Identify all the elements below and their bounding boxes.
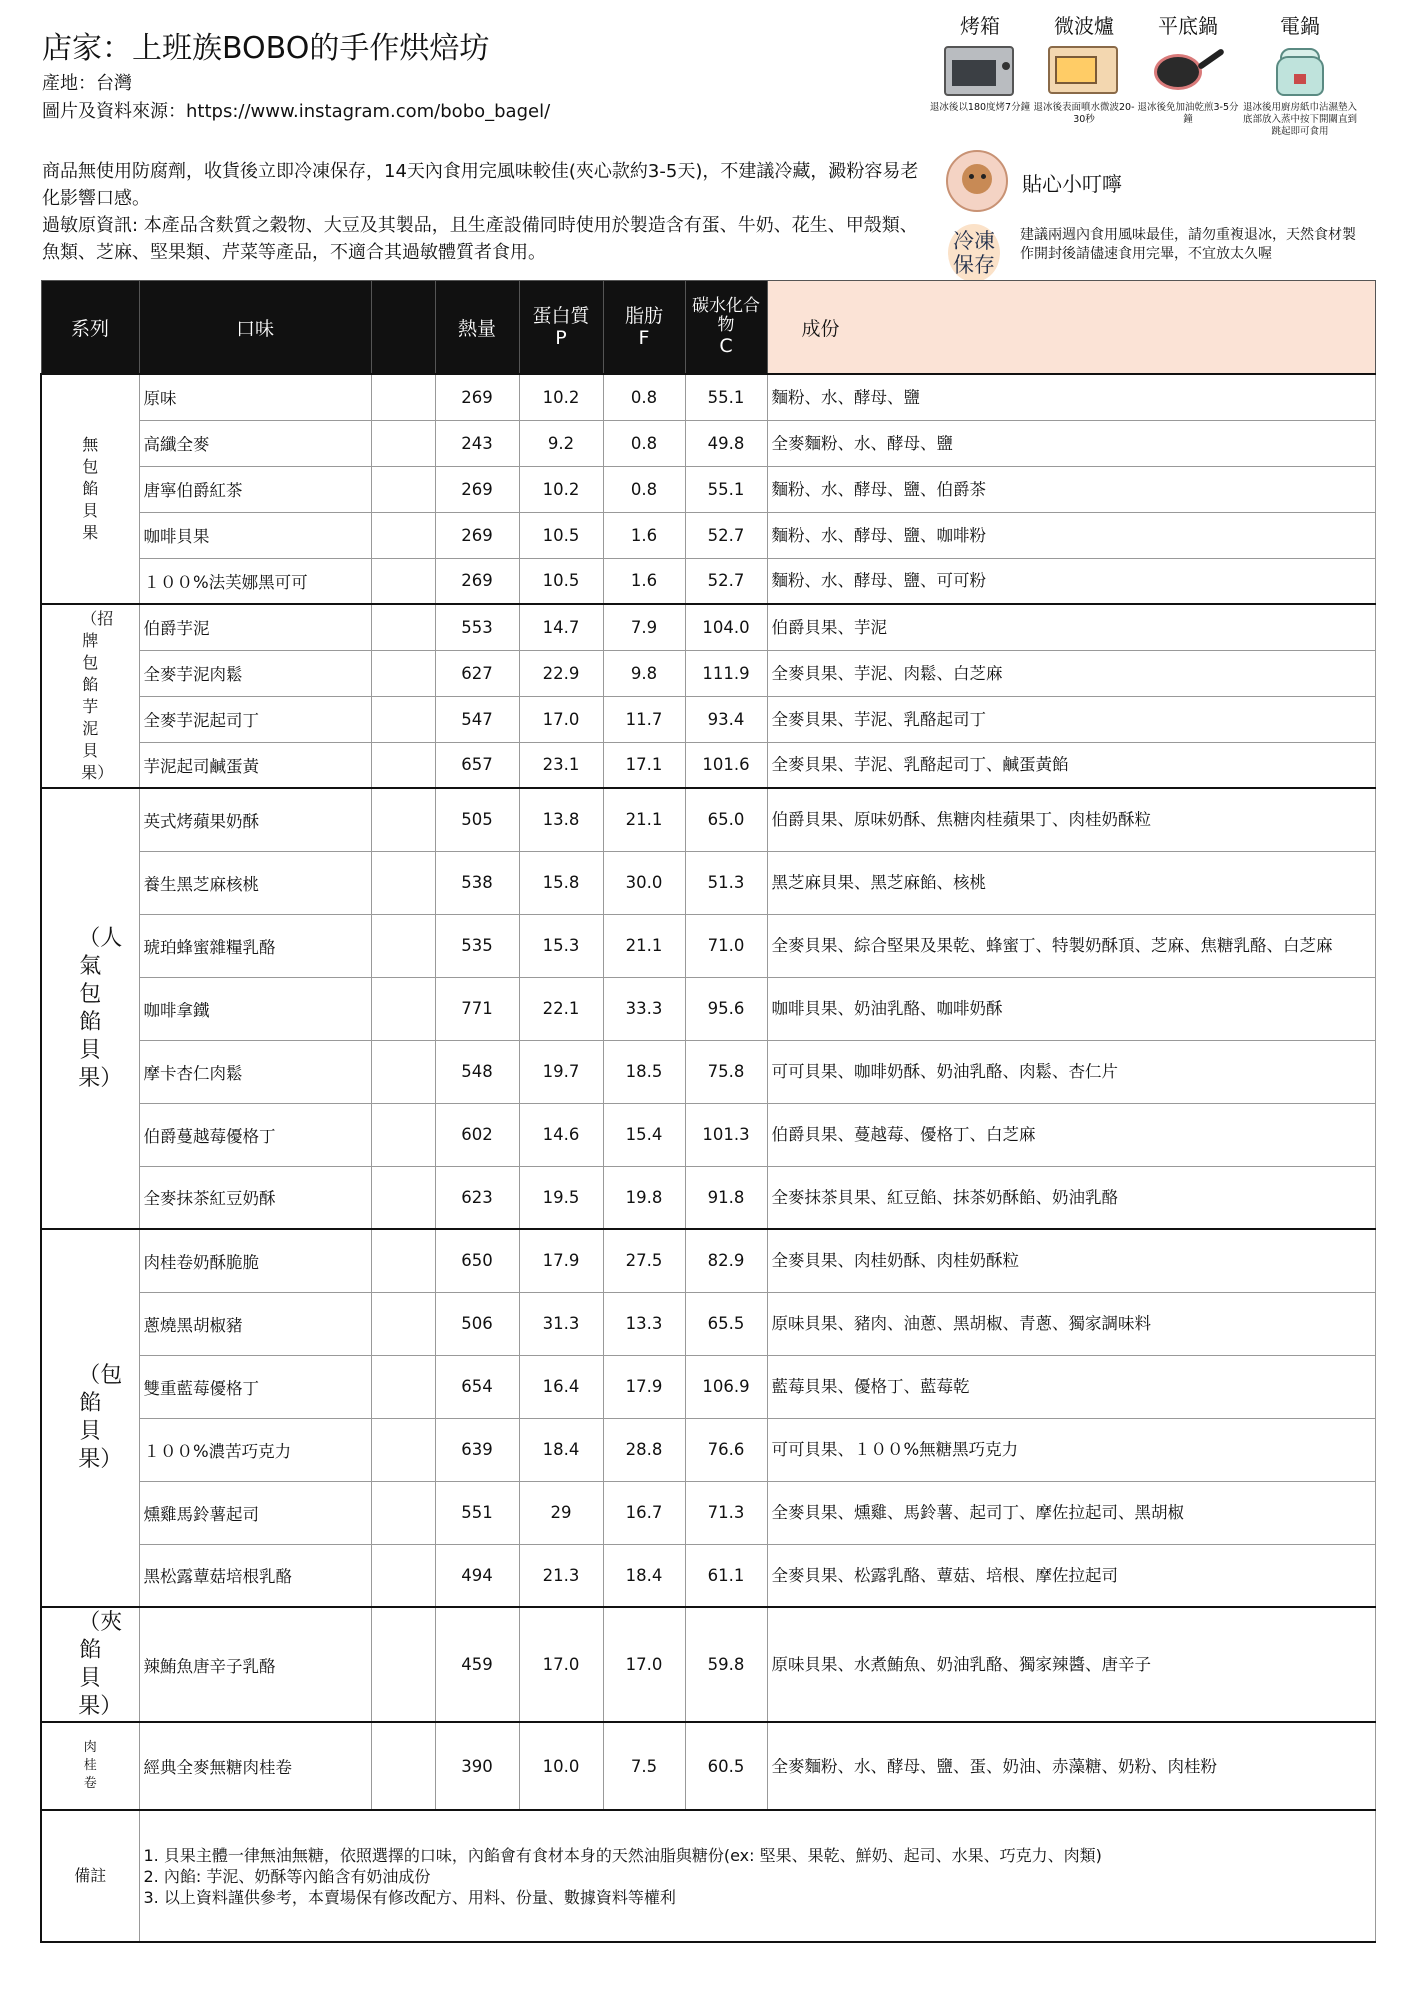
- blank-cell: [371, 1607, 435, 1722]
- calories-cell: 535: [435, 914, 519, 977]
- blank-cell: [371, 1722, 435, 1810]
- calories-cell: 269: [435, 558, 519, 604]
- blank-cell: [371, 512, 435, 558]
- pan-icon: [1152, 46, 1224, 98]
- calories-cell: 390: [435, 1722, 519, 1810]
- ingredients-cell: 麵粉、水、酵母、鹽、伯爵茶: [767, 466, 1375, 512]
- ingredients-cell: 全麥貝果、芋泥、乳酪起司丁、鹹蛋黃餡: [767, 742, 1375, 788]
- series-text: 肉桂卷: [83, 1740, 97, 1791]
- blank-cell: [371, 558, 435, 604]
- table-row: [41, 742, 1375, 788]
- fat-cell: 21.1: [603, 914, 685, 977]
- table-row: [41, 558, 1375, 604]
- remarks-row: [41, 1810, 1375, 1942]
- remarks-label: 備註: [41, 1810, 139, 1942]
- calories-cell: 553: [435, 604, 519, 650]
- fat-cell: 9.8: [603, 650, 685, 696]
- calories-cell: 602: [435, 1103, 519, 1166]
- heating-methods: [928, 12, 1368, 162]
- freeze-tip: 建議兩週內食用風味最佳，請勿重複退冰，天然食材製作開封後請儘速食用完畢，不宜放太久喔: [1020, 227, 1356, 262]
- fat-cell: 33.3: [603, 977, 685, 1040]
- protein-cell: 29: [519, 1481, 603, 1544]
- table-row: [41, 466, 1375, 512]
- appliance-caption: 退冰後免加油乾煎3-5分鐘: [1137, 102, 1239, 125]
- flavor-cell: 唐寧伯爵紅茶: [139, 466, 371, 512]
- flavor-cell: 養生黑芝麻核桃: [139, 851, 371, 914]
- protein-cell: 22.9: [519, 650, 603, 696]
- blank-cell: [371, 1103, 435, 1166]
- table-row: [41, 650, 1375, 696]
- protein-cell: 23.1: [519, 742, 603, 788]
- calories-cell: 505: [435, 788, 519, 851]
- fat-cell: 21.1: [603, 788, 685, 851]
- table-row: [41, 1292, 1375, 1355]
- fat-cell: 13.3: [603, 1292, 685, 1355]
- dog-mascot-icon: [946, 150, 1008, 212]
- calories-cell: 623: [435, 1166, 519, 1229]
- ingredients-cell: 可可貝果、咖啡奶酥、奶油乳酪、肉鬆、杏仁片: [767, 1040, 1375, 1103]
- ingredients-cell: 全麥貝果、松露乳酪、蕈菇、培根、摩佐拉起司: [767, 1544, 1375, 1607]
- rice-cooker-icon: [1264, 46, 1336, 98]
- series-text: （招牌包餡芋泥貝果）: [81, 609, 114, 782]
- notice-block: [42, 158, 922, 266]
- header-calories: 熱量: [435, 281, 519, 375]
- header-fat: 脂肪 F: [603, 281, 685, 375]
- carbs-cell: 82.9: [685, 1229, 767, 1292]
- calories-cell: 459: [435, 1607, 519, 1722]
- protein-cell: 10.2: [519, 374, 603, 420]
- carbs-cell: 75.8: [685, 1040, 767, 1103]
- calories-cell: 243: [435, 420, 519, 466]
- freeze-badge: 冷凍保存: [948, 224, 1000, 282]
- calories-cell: 269: [435, 512, 519, 558]
- protein-cell: 18.4: [519, 1418, 603, 1481]
- blank-cell: [371, 1166, 435, 1229]
- blank-cell: [371, 788, 435, 851]
- series-text: （夾餡貝果）: [78, 1609, 123, 1719]
- series-label: [41, 1722, 139, 1810]
- appliance-name: 平底鍋: [1158, 14, 1218, 38]
- table-row: [41, 1544, 1375, 1607]
- blank-cell: [371, 851, 435, 914]
- flavor-cell: 黑松露蕈菇培根乳酪: [139, 1544, 371, 1607]
- carbs-cell: 111.9: [685, 650, 767, 696]
- carbs-cell: 52.7: [685, 512, 767, 558]
- carbs-cell: 101.3: [685, 1103, 767, 1166]
- table-row: [41, 604, 1375, 650]
- protein-cell: 31.3: [519, 1292, 603, 1355]
- protein-cell: 10.2: [519, 466, 603, 512]
- ingredients-cell: 全麥麵粉、水、酵母、鹽: [767, 420, 1375, 466]
- calories-cell: 548: [435, 1040, 519, 1103]
- carbs-cell: 52.7: [685, 558, 767, 604]
- calories-cell: 639: [435, 1418, 519, 1481]
- carbs-cell: 71.0: [685, 914, 767, 977]
- carbs-cell: 61.1: [685, 1544, 767, 1607]
- ingredients-cell: 全麥麵粉、水、酵母、鹽、蛋、奶油、赤藻糖、奶粉、肉桂粉: [767, 1722, 1375, 1810]
- flavor-cell: １００%法芙娜黑可可: [139, 558, 371, 604]
- protein-cell: 17.0: [519, 696, 603, 742]
- fat-cell: 1.6: [603, 558, 685, 604]
- protein-cell: 19.5: [519, 1166, 603, 1229]
- nutrition-table: [40, 280, 1376, 1943]
- table-row: [41, 1418, 1375, 1481]
- tips-title: 貼心小叮嚀: [1022, 172, 1122, 196]
- carbs-cell: 91.8: [685, 1166, 767, 1229]
- flavor-cell: 伯爵蔓越莓優格丁: [139, 1103, 371, 1166]
- blank-cell: [371, 374, 435, 420]
- protein-cell: 15.8: [519, 851, 603, 914]
- appliance-pan: [1136, 12, 1240, 126]
- ingredients-cell: 黑芝麻貝果、黑芝麻餡、核桃: [767, 851, 1375, 914]
- flavor-cell: 辣鮪魚唐辛子乳酪: [139, 1607, 371, 1722]
- appliance-oven: [928, 12, 1032, 114]
- flavor-cell: 伯爵芋泥: [139, 604, 371, 650]
- table-row: [41, 374, 1375, 420]
- blank-cell: [371, 466, 435, 512]
- table-row: [41, 420, 1375, 466]
- flavor-cell: 雙重藍莓優格丁: [139, 1355, 371, 1418]
- appliance-caption: 退冰後用廚房紙巾沾濕墊入底部放入蒸中按下開關直到跳起即可食用: [1242, 102, 1357, 137]
- carbs-cell: 76.6: [685, 1418, 767, 1481]
- ingredients-cell: 全麥貝果、肉桂奶酥、肉桂奶酥粒: [767, 1229, 1375, 1292]
- carbs-cell: 104.0: [685, 604, 767, 650]
- series-text: （包餡貝果）: [78, 1363, 123, 1472]
- flavor-cell: 原味: [139, 374, 371, 420]
- flavor-cell: 燻雞馬鈴薯起司: [139, 1481, 371, 1544]
- blank-cell: [371, 1292, 435, 1355]
- header-flavor: 口味: [139, 281, 371, 375]
- protein-cell: 15.3: [519, 914, 603, 977]
- flavor-cell: 摩卡杏仁肉鬆: [139, 1040, 371, 1103]
- flavor-cell: 經典全麥無糖肉桂卷: [139, 1722, 371, 1810]
- table-row: [41, 696, 1375, 742]
- blank-cell: [371, 1229, 435, 1292]
- carbs-cell: 60.5: [685, 1722, 767, 1810]
- table-row: [41, 1722, 1375, 1810]
- fat-cell: 0.8: [603, 374, 685, 420]
- protein-cell: 14.7: [519, 604, 603, 650]
- series-label: [41, 374, 139, 604]
- store-header: [42, 28, 922, 126]
- protein-cell: 14.6: [519, 1103, 603, 1166]
- series-label: [41, 1229, 139, 1607]
- protein-cell: 9.2: [519, 420, 603, 466]
- table-row: [41, 851, 1375, 914]
- blank-cell: [371, 1544, 435, 1607]
- ingredients-cell: 藍莓貝果、優格丁、藍莓乾: [767, 1355, 1375, 1418]
- oven-icon: [944, 46, 1016, 98]
- calories-cell: 269: [435, 374, 519, 420]
- ingredients-cell: 麵粉、水、酵母、鹽、可可粉: [767, 558, 1375, 604]
- calories-cell: 654: [435, 1355, 519, 1418]
- header-series: 系列: [41, 281, 139, 375]
- series-label: [41, 1607, 139, 1722]
- fat-cell: 7.9: [603, 604, 685, 650]
- blank-cell: [371, 650, 435, 696]
- series-text: （人氣包餡貝果）: [78, 925, 123, 1091]
- calories-cell: 547: [435, 696, 519, 742]
- microwave-icon: [1048, 46, 1120, 98]
- table-row: [41, 512, 1375, 558]
- fat-cell: 0.8: [603, 466, 685, 512]
- header-carbs: 碳水化合物 C: [685, 281, 767, 375]
- blank-cell: [371, 1040, 435, 1103]
- source-text: 圖片及資料來源：https://www.instagram.com/bobo_bagel/: [42, 101, 551, 122]
- ingredients-cell: 伯爵貝果、芋泥: [767, 604, 1375, 650]
- ingredients-cell: 原味貝果、豬肉、油蔥、黑胡椒、青蔥、獨家調味料: [767, 1292, 1375, 1355]
- storage-notice: 商品無使用防腐劑，收貨後立即冷凍保存，14天內食用完風味較佳(夾心款約3-5天)，不建議冷藏，澱粉容易老化影響口感。: [42, 161, 919, 209]
- ingredients-cell: 全麥抹茶貝果、紅豆餡、抹茶奶酥餡、奶油乳酪: [767, 1166, 1375, 1229]
- blank-cell: [371, 420, 435, 466]
- carbs-cell: 49.8: [685, 420, 767, 466]
- ingredients-cell: 全麥貝果、綜合堅果及果乾、蜂蜜丁、特製奶酥頂、芝麻、焦糖乳酪、白芝麻: [767, 914, 1375, 977]
- protein-cell: 21.3: [519, 1544, 603, 1607]
- header-ingredients: 成份: [767, 281, 1375, 375]
- fat-cell: 0.8: [603, 420, 685, 466]
- fat-cell: 18.5: [603, 1040, 685, 1103]
- carbs-cell: 65.0: [685, 788, 767, 851]
- calories-cell: 269: [435, 466, 519, 512]
- flavor-cell: 高纖全麥: [139, 420, 371, 466]
- protein-cell: 10.5: [519, 558, 603, 604]
- flavor-cell: 全麥抹茶紅豆奶酥: [139, 1166, 371, 1229]
- protein-cell: 19.7: [519, 1040, 603, 1103]
- header-protein: 蛋白質 P: [519, 281, 603, 375]
- calories-cell: 771: [435, 977, 519, 1040]
- ingredients-cell: 可可貝果、１００%無糖黑巧克力: [767, 1418, 1375, 1481]
- blank-cell: [371, 696, 435, 742]
- fat-cell: 28.8: [603, 1418, 685, 1481]
- fat-cell: 7.5: [603, 1722, 685, 1810]
- table-row: [41, 1355, 1375, 1418]
- fat-cell: 17.0: [603, 1607, 685, 1722]
- flavor-cell: 全麥芋泥肉鬆: [139, 650, 371, 696]
- protein-cell: 17.9: [519, 1229, 603, 1292]
- flavor-cell: 全麥芋泥起司丁: [139, 696, 371, 742]
- appliance-name: 烤箱: [960, 14, 1000, 38]
- remark-item: 3. 以上資料謹供參考，本賣場保有修改配方、用料、份量、數據資料等權利: [143, 1887, 676, 1907]
- carbs-cell: 101.6: [685, 742, 767, 788]
- appliance-microwave: [1032, 12, 1136, 126]
- fat-cell: 19.8: [603, 1166, 685, 1229]
- fat-cell: 18.4: [603, 1544, 685, 1607]
- appliance-name: 電鍋: [1280, 14, 1320, 38]
- protein-cell: 22.1: [519, 977, 603, 1040]
- flavor-cell: １００%濃苦巧克力: [139, 1418, 371, 1481]
- table-row: [41, 788, 1375, 851]
- table-row: [41, 914, 1375, 977]
- ingredients-cell: 麵粉、水、酵母、鹽: [767, 374, 1375, 420]
- fat-cell: 16.7: [603, 1481, 685, 1544]
- table-row: [41, 1166, 1375, 1229]
- series-label: [41, 604, 139, 788]
- flavor-cell: 肉桂卷奶酥脆脆: [139, 1229, 371, 1292]
- flavor-cell: 咖啡拿鐵: [139, 977, 371, 1040]
- carbs-cell: 55.1: [685, 374, 767, 420]
- ingredients-cell: 伯爵貝果、原味奶酥、焦糖肉桂蘋果丁、肉桂奶酥粒: [767, 788, 1375, 851]
- header-blank: [371, 281, 435, 375]
- carbs-cell: 59.8: [685, 1607, 767, 1722]
- flavor-cell: 蔥燒黑胡椒豬: [139, 1292, 371, 1355]
- calories-cell: 538: [435, 851, 519, 914]
- table-header-row: [41, 281, 1375, 375]
- table-row: [41, 1040, 1375, 1103]
- calories-cell: 506: [435, 1292, 519, 1355]
- calories-cell: 627: [435, 650, 519, 696]
- protein-cell: 10.5: [519, 512, 603, 558]
- table-row: [41, 977, 1375, 1040]
- carbs-cell: 51.3: [685, 851, 767, 914]
- fat-cell: 27.5: [603, 1229, 685, 1292]
- calories-cell: 494: [435, 1544, 519, 1607]
- table-row: [41, 1103, 1375, 1166]
- blank-cell: [371, 742, 435, 788]
- carbs-cell: 71.3: [685, 1481, 767, 1544]
- appliance-rice-cooker: [1240, 12, 1360, 138]
- ingredients-cell: 麵粉、水、酵母、鹽、咖啡粉: [767, 512, 1375, 558]
- calories-cell: 650: [435, 1229, 519, 1292]
- table-row: [41, 1607, 1375, 1722]
- blank-cell: [371, 1418, 435, 1481]
- fat-cell: 1.6: [603, 512, 685, 558]
- ingredients-cell: 原味貝果、水煮鮪魚、奶油乳酪、獨家辣醬、唐辛子: [767, 1607, 1375, 1722]
- flavor-cell: 琥珀蜂蜜雜糧乳酪: [139, 914, 371, 977]
- carbs-cell: 93.4: [685, 696, 767, 742]
- series-text: 無包餡貝果: [82, 435, 99, 542]
- store-title: 店家：上班族BOBO的手作烘焙坊: [42, 31, 490, 66]
- ingredients-cell: 全麥貝果、芋泥、肉鬆、白芝麻: [767, 650, 1375, 696]
- protein-cell: 10.0: [519, 1722, 603, 1810]
- blank-cell: [371, 914, 435, 977]
- fat-cell: 30.0: [603, 851, 685, 914]
- blank-cell: [371, 1481, 435, 1544]
- table-row: [41, 1229, 1375, 1292]
- ingredients-cell: 咖啡貝果、奶油乳酪、咖啡奶酥: [767, 977, 1375, 1040]
- fat-cell: 17.9: [603, 1355, 685, 1418]
- ingredients-cell: 全麥貝果、芋泥、乳酪起司丁: [767, 696, 1375, 742]
- appliance-name: 微波爐: [1054, 14, 1114, 38]
- fat-cell: 11.7: [603, 696, 685, 742]
- calories-cell: 657: [435, 742, 519, 788]
- protein-cell: 17.0: [519, 1607, 603, 1722]
- carbs-cell: 95.6: [685, 977, 767, 1040]
- carbs-cell: 106.9: [685, 1355, 767, 1418]
- remarks-content: [139, 1810, 1375, 1942]
- remark-item: 1. 貝果主體一律無油無糖，依照選擇的口味，內餡會有食材本身的天然油脂與糖份(ex: 堅果、果乾、鮮奶、起司、水果、巧克力、肉類): [143, 1845, 1102, 1865]
- blank-cell: [371, 977, 435, 1040]
- appliance-caption: 退冰後以180度烤7分鐘: [929, 102, 1031, 113]
- ingredients-cell: 全麥貝果、燻雞、馬鈴薯、起司丁、摩佐拉起司、黑胡椒: [767, 1481, 1375, 1544]
- flavor-cell: 英式烤蘋果奶酥: [139, 788, 371, 851]
- ingredients-cell: 伯爵貝果、蔓越莓、優格丁、白芝麻: [767, 1103, 1375, 1166]
- carbs-cell: 65.5: [685, 1292, 767, 1355]
- remark-item: 2. 內餡: 芋泥、奶酥等內餡含有奶油成份: [143, 1866, 431, 1886]
- appliance-caption: 退冰後表面噴水微波20-30秒: [1033, 102, 1135, 125]
- flavor-cell: 咖啡貝果: [139, 512, 371, 558]
- protein-cell: 13.8: [519, 788, 603, 851]
- fat-cell: 17.1: [603, 742, 685, 788]
- table-row: [41, 1481, 1375, 1544]
- protein-cell: 16.4: [519, 1355, 603, 1418]
- origin-text: 產地：台灣: [42, 73, 132, 94]
- fat-cell: 15.4: [603, 1103, 685, 1166]
- series-label: [41, 788, 139, 1229]
- blank-cell: [371, 1355, 435, 1418]
- allergen-notice: 過敏原資訊: 本產品含麩質之穀物、大豆及其製品，且生產設備同時使用於製造含有蛋、牛奶、花生、甲殼類、魚類、芝麻、堅果類、芹菜等產品，不適合其過敏體質者食用。: [42, 215, 918, 263]
- carbs-cell: 55.1: [685, 466, 767, 512]
- calories-cell: 551: [435, 1481, 519, 1544]
- flavor-cell: 芋泥起司鹹蛋黃: [139, 742, 371, 788]
- blank-cell: [371, 604, 435, 650]
